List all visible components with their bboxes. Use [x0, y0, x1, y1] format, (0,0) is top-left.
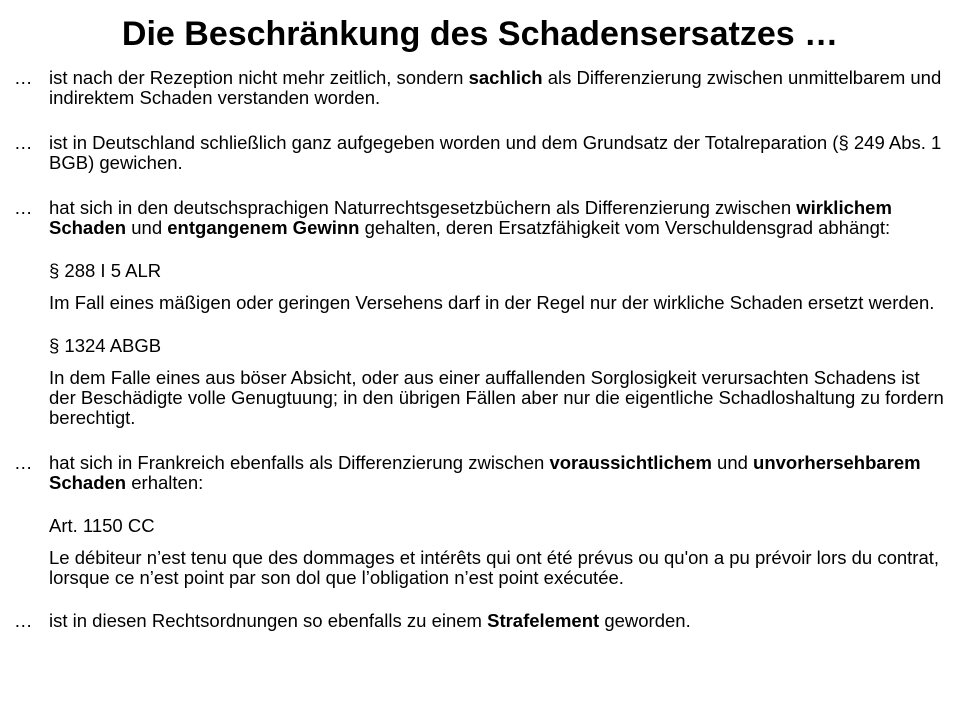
text-segment: ist nach der Rezeption nicht mehr zeitlich, sondern [49, 67, 469, 88]
bullet-text [49, 67, 941, 108]
quote-text: Le débiteur n’est tenu que des dommages et intérêts qui ont été prévus ou qu'on a pu prévoir lors du contrat, lorsque ce n’est point par son dol que l’obligation n’est point exécutée. [49, 547, 940, 588]
quote-abgb [14, 336, 950, 428]
slide-title: Die Beschränkung des Schadensersatzes … [121, 15, 839, 53]
bullet-text [49, 610, 691, 631]
text-segment: als Differenzierung zwischen unmittelbarem und indirektem Schaden verstanden worden. [49, 67, 942, 108]
bullet-marker: … [14, 197, 33, 218]
text-segment: geworden. [599, 610, 691, 631]
quote-text: Im Fall eines mäßigen oder geringen Versehens darf in der Regel nur der wirkliche Schaden ersetzt werden. [49, 292, 935, 313]
slide-body [14, 68, 950, 631]
quote-text: In dem Falle eines aus böser Absicht, oder aus einer auffallenden Sorglosigkeit verursachten Schadens ist der Beschädigte volle Genugtuung; in den übrigen Fällen aber nur die eigentliche Schadloshaltung zu fordern berechtigt. [49, 367, 944, 428]
text-segment: und [711, 452, 754, 473]
bullet-marker: … [14, 132, 33, 153]
bullet-marker: … [14, 452, 33, 473]
quote-reference: § 288 I 5 ALR [49, 260, 162, 281]
bullet-marker: … [14, 67, 33, 88]
bullet-item-strafelement [14, 611, 950, 631]
text-segment: gehalten, deren Ersatzfähigkeit vom Verschuldensgrad abhängt: [359, 217, 891, 238]
bullet-text [49, 197, 892, 238]
bullet-item-naturrecht [14, 198, 950, 238]
emphasis-segment: wirklichem Schaden [49, 197, 892, 238]
emphasis-segment: sachlich [468, 67, 543, 88]
text-segment: hat sich in den deutschsprachigen Naturrechtsgesetzbüchern als Differenzierung zwischen [49, 197, 797, 218]
emphasis-segment: unvorhersehbarem Schaden [49, 452, 921, 493]
bullet-item-deutschland [14, 133, 950, 173]
emphasis-segment: voraussichtlichem [549, 452, 712, 473]
bullet-text [49, 452, 921, 493]
text-segment: und [126, 217, 168, 238]
text-segment: hat sich in Frankreich ebenfalls als Differenzierung zwischen [49, 452, 550, 473]
emphasis-segment: Strafelement [487, 610, 600, 631]
text-segment: ist in diesen Rechtsordnungen so ebenfalls zu einem [49, 610, 488, 631]
quote-reference: Art. 1150 CC [49, 515, 155, 536]
bullet-item-frankreich [14, 453, 950, 493]
text-segment: erhalten: [126, 472, 204, 493]
emphasis-segment: entgangenem Gewinn [167, 217, 360, 238]
quote-reference: § 1324 ABGB [49, 335, 162, 356]
bullet-item-rezeption [14, 68, 950, 108]
quote-alr [14, 261, 950, 313]
quote-cc [14, 516, 950, 588]
bullet-marker: … [14, 610, 33, 631]
bullet-text [49, 132, 941, 173]
text-segment: ist in Deutschland schließlich ganz aufgegeben worden und dem Grundsatz der Totalreparation (§ 249 Abs. 1 BGB) gewichen. [49, 132, 942, 173]
